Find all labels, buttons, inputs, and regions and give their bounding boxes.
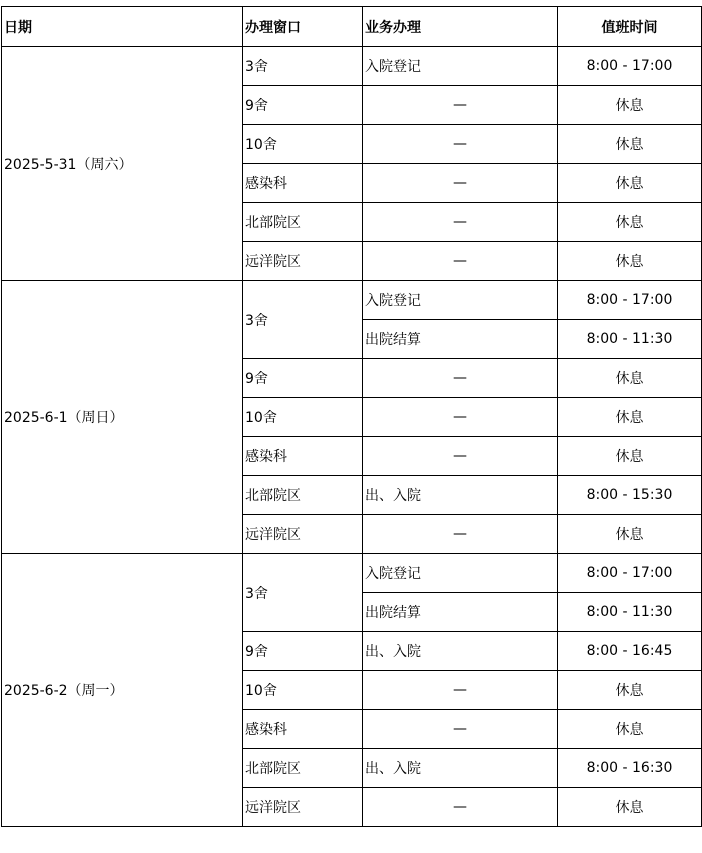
date-cell: 2025-6-1（周日） xyxy=(2,281,243,554)
time-cell: 休息 xyxy=(558,86,702,125)
business-cell: — xyxy=(363,86,558,125)
business-cell: — xyxy=(363,125,558,164)
business-cell: 出、入院 xyxy=(363,632,558,671)
business-cell: — xyxy=(363,359,558,398)
window-cell: 10舍 xyxy=(243,671,363,710)
header-business: 业务办理 xyxy=(363,7,558,47)
business-cell: — xyxy=(363,437,558,476)
time-cell: 8:00 - 17:00 xyxy=(558,281,702,320)
window-cell: 远洋院区 xyxy=(243,515,363,554)
business-cell: — xyxy=(363,242,558,281)
business-cell: 出、入院 xyxy=(363,749,558,788)
time-cell: 休息 xyxy=(558,515,702,554)
time-cell: 8:00 - 16:30 xyxy=(558,749,702,788)
window-cell: 9舍 xyxy=(243,86,363,125)
business-cell: — xyxy=(363,788,558,827)
window-cell: 10舍 xyxy=(243,398,363,437)
table-row xyxy=(2,47,702,86)
business-cell: — xyxy=(363,203,558,242)
window-cell: 感染科 xyxy=(243,710,363,749)
business-cell: 入院登记 xyxy=(363,47,558,86)
table-row xyxy=(2,554,702,593)
window-cell: 3舍 xyxy=(243,281,363,359)
table-row xyxy=(2,281,702,320)
time-cell: 8:00 - 11:30 xyxy=(558,593,702,632)
time-cell: 休息 xyxy=(558,710,702,749)
date-cell: 2025-5-31（周六） xyxy=(2,47,243,281)
business-cell: 出、入院 xyxy=(363,476,558,515)
window-cell: 远洋院区 xyxy=(243,242,363,281)
time-cell: 8:00 - 16:45 xyxy=(558,632,702,671)
time-cell: 休息 xyxy=(558,164,702,203)
time-cell: 8:00 - 11:30 xyxy=(558,320,702,359)
time-cell: 休息 xyxy=(558,125,702,164)
window-cell: 远洋院区 xyxy=(243,788,363,827)
date-cell: 2025-6-2（周一） xyxy=(2,554,243,827)
window-cell: 北部院区 xyxy=(243,203,363,242)
window-cell: 9舍 xyxy=(243,632,363,671)
window-cell: 3舍 xyxy=(243,47,363,86)
schedule-body xyxy=(2,47,702,827)
business-cell: — xyxy=(363,671,558,710)
header-time: 值班时间 xyxy=(558,7,702,47)
business-cell: — xyxy=(363,164,558,203)
window-cell: 3舍 xyxy=(243,554,363,632)
window-cell: 感染科 xyxy=(243,164,363,203)
header-row xyxy=(2,7,702,47)
window-cell: 北部院区 xyxy=(243,749,363,788)
schedule-table xyxy=(1,6,702,827)
header-date: 日期 xyxy=(2,7,243,47)
window-cell: 感染科 xyxy=(243,437,363,476)
business-cell: — xyxy=(363,515,558,554)
business-cell: — xyxy=(363,710,558,749)
business-cell: — xyxy=(363,398,558,437)
business-cell: 入院登记 xyxy=(363,281,558,320)
window-cell: 9舍 xyxy=(243,359,363,398)
time-cell: 休息 xyxy=(558,437,702,476)
business-cell: 出院结算 xyxy=(363,320,558,359)
time-cell: 休息 xyxy=(558,242,702,281)
time-cell: 休息 xyxy=(558,671,702,710)
window-cell: 北部院区 xyxy=(243,476,363,515)
business-cell: 入院登记 xyxy=(363,554,558,593)
time-cell: 休息 xyxy=(558,203,702,242)
time-cell: 8:00 - 15:30 xyxy=(558,476,702,515)
time-cell: 8:00 - 17:00 xyxy=(558,554,702,593)
header-window: 办理窗口 xyxy=(243,7,363,47)
time-cell: 8:00 - 17:00 xyxy=(558,47,702,86)
time-cell: 休息 xyxy=(558,359,702,398)
window-cell: 10舍 xyxy=(243,125,363,164)
business-cell: 出院结算 xyxy=(363,593,558,632)
time-cell: 休息 xyxy=(558,788,702,827)
time-cell: 休息 xyxy=(558,398,702,437)
